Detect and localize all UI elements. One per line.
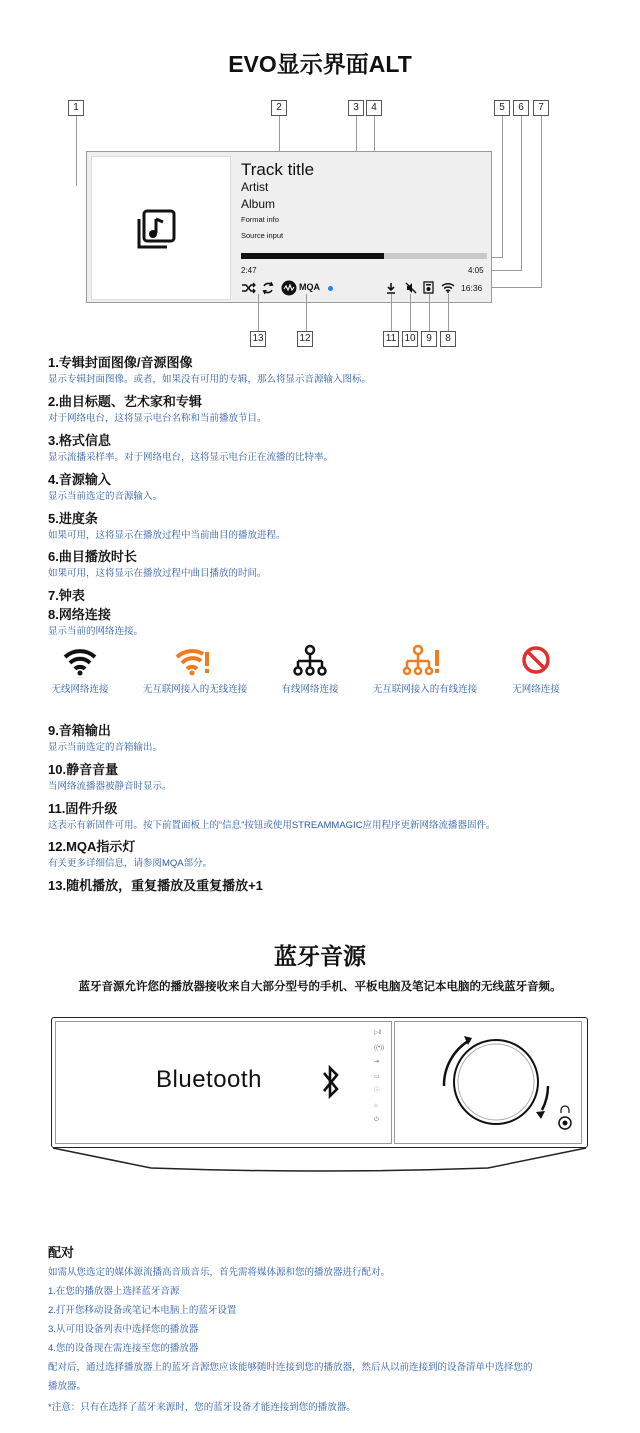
item-title: 10.静音音量 [48, 762, 119, 777]
repeat-icon [261, 281, 275, 295]
item-desc: 有关更多详细信息，请参阅MQA部分。 [48, 858, 213, 869]
info-button-icon[interactable]: ⓘ [374, 1088, 381, 1094]
item-title: 5.进度条 [48, 511, 98, 526]
no-network-icon [516, 644, 556, 678]
network-label: 无互联网接入的有线连接 [372, 684, 478, 695]
item-desc: 显示专辑封面图像。或者，如果没有可用的专辑，那么将显示音源输入图标。 [48, 374, 372, 385]
duration: 4:05 [468, 266, 484, 275]
item-desc: 如果可用，这将显示在播放过程中曲目播放的时间。 [48, 568, 267, 579]
pairing-line: 1.在您的播放器上选择蓝牙音源 [48, 1286, 180, 1297]
home-button-icon[interactable]: ⌂ [374, 1102, 378, 1109]
firmware-download-icon [385, 282, 397, 294]
item-desc: 这表示有新固件可用。按下前置面板上的“信息”按钮或使用STREAMMAGIC应用程序更新网络流播器固件。 [48, 820, 496, 831]
leader-12 [306, 294, 307, 332]
item-title: 6.曲目播放时长 [48, 549, 137, 564]
front-buttons [374, 1026, 384, 1128]
network-label: 无线网络连接 [51, 684, 109, 695]
source-input: Source input [241, 231, 284, 240]
progress-bar [241, 253, 487, 259]
pairing-title: 配对 [48, 1245, 75, 1260]
album: Album [241, 197, 276, 211]
pairing-line: 播放器。 [48, 1381, 87, 1392]
callout-12: 12 [297, 331, 313, 347]
elapsed-time: 2:47 [241, 266, 257, 275]
callout-6: 6 [513, 100, 529, 116]
speaker-button-icon[interactable]: ▭ [374, 1073, 380, 1080]
item-title: 2.曲目标题、艺术家和专辑 [48, 394, 202, 409]
item-title: 4.音源输入 [48, 472, 111, 487]
pairing-note: *注意：只有在选择了蓝牙来源时，您的蓝牙设备才能连接到您的播放器。 [48, 1402, 356, 1413]
callout-5: 5 [494, 100, 510, 116]
artist: Artist [241, 180, 269, 194]
leader-6 [521, 116, 522, 270]
bluetooth-intro: 蓝牙音源允许您的播放器接收来自大部分型号的手机、平板电脑及笔记本电脑的无线蓝牙音频。 [78, 981, 562, 993]
bluetooth-display-text: Bluetooth [156, 1066, 262, 1093]
leader-5 [502, 116, 503, 257]
wifi-status-icon [441, 282, 455, 293]
network-label: 有线网络连接 [281, 684, 339, 695]
callout-2: 2 [271, 100, 287, 116]
play-pause-button-icon[interactable]: ▷‖ [374, 1030, 382, 1036]
callout-8: 8 [440, 331, 456, 347]
mqa-logo-icon [281, 280, 297, 296]
device-base [51, 1148, 588, 1172]
leader-9 [429, 294, 430, 332]
mute-icon [405, 282, 417, 294]
item-desc: 显示流播采样率。对于网络电台，这将显示电台正在流播的比特率。 [48, 452, 334, 463]
callout-11: 11 [383, 331, 399, 347]
pairing-line: 2.打开您移动设备或笔记本电脑上的蓝牙设置 [48, 1305, 237, 1316]
mqa-indicator-dot [328, 286, 333, 291]
item-title: 1.专辑封面图像/音源图像 [48, 355, 193, 370]
track-title: Track title [241, 160, 315, 179]
network-label: 无网络连接 [512, 684, 560, 695]
network-label: 无互联网接入的无线连接 [142, 684, 248, 695]
callout-4: 4 [366, 100, 382, 116]
callout-10: 10 [402, 331, 418, 347]
player-front-panel [51, 1017, 588, 1148]
pairing-line: 4.您的设备现在需连接至您的播放器 [48, 1343, 199, 1354]
pairing-line: 配对后，通过选择播放器上的蓝牙音源您应该能够随时连接到您的播放器，然后从以前连接到的设备清单中选择您的 [48, 1362, 533, 1373]
item-desc: 当网络流播器被静音时显示。 [48, 781, 172, 792]
callout-1: 1 [68, 100, 84, 116]
wired-network-icon [290, 644, 330, 678]
device-base-shape [51, 1148, 588, 1172]
source-button-icon[interactable]: ((•)) [374, 1044, 385, 1051]
item-title: 3.格式信息 [48, 433, 111, 448]
shuffle-icon [241, 282, 257, 294]
leader-11 [391, 294, 392, 332]
speaker-output-icon [423, 281, 434, 294]
wifi-warning-icon [174, 644, 214, 678]
leader-8 [448, 294, 449, 332]
item-desc: 如果可用，这将显示在播放过程中当前曲目的播放进程。 [48, 530, 286, 541]
pairing-line: 3.从可用设备列表中选择您的播放器 [48, 1324, 199, 1335]
progress-fill [241, 253, 384, 259]
item-desc: 显示当前选定的音源输入。 [48, 491, 163, 502]
mqa-label: MQA [299, 282, 320, 292]
item-title: 8.网络连接 [48, 607, 111, 622]
item-desc: 显示当前的网络连接。 [48, 626, 144, 637]
item-desc: 对于网络电台，这将显示电台名称和当前播放节目。 [48, 413, 267, 424]
wifi-icon [60, 644, 100, 678]
item-title: 12.MQA指示灯 [48, 839, 136, 854]
leader-6h [488, 270, 522, 271]
bluetooth-title: 蓝牙音源 [274, 943, 366, 969]
page-title: EVO显示界面ALT [228, 51, 412, 77]
album-art [91, 156, 231, 300]
callout-9: 9 [421, 331, 437, 347]
bluetooth-icon [320, 1064, 342, 1100]
music-library-icon [92, 157, 232, 301]
leader-7 [541, 116, 542, 287]
item-title: 7.钟表 [48, 588, 85, 603]
leader-2 [279, 116, 280, 151]
power-button-icon[interactable]: ⏻ [374, 1117, 379, 1123]
pairing-line: 如需从您选定的媒体源流播高音质音乐，首先需将媒体源和您的播放器进行配对。 [48, 1267, 391, 1278]
item-title: 13.随机播放，重复播放及重复播放+1 [48, 878, 263, 893]
input-button-icon[interactable]: ⇥ [374, 1059, 380, 1065]
format-info: Format info [241, 215, 279, 224]
leader-1 [76, 116, 77, 186]
evo-display [86, 151, 492, 303]
callout-13: 13 [250, 331, 266, 347]
leader-10 [410, 294, 411, 332]
item-title: 9.音箱输出 [48, 723, 111, 738]
callout-3: 3 [348, 100, 364, 116]
wired-warning-icon [402, 644, 442, 678]
item-desc: 显示当前选定的音箱输出。 [48, 742, 163, 753]
callout-7: 7 [533, 100, 549, 116]
leader-7h [488, 287, 542, 288]
clock: 16:36 [461, 283, 483, 293]
item-title: 11.固件升级 [48, 801, 118, 816]
leader-13 [258, 294, 259, 332]
volume-knob[interactable] [424, 1026, 584, 1146]
